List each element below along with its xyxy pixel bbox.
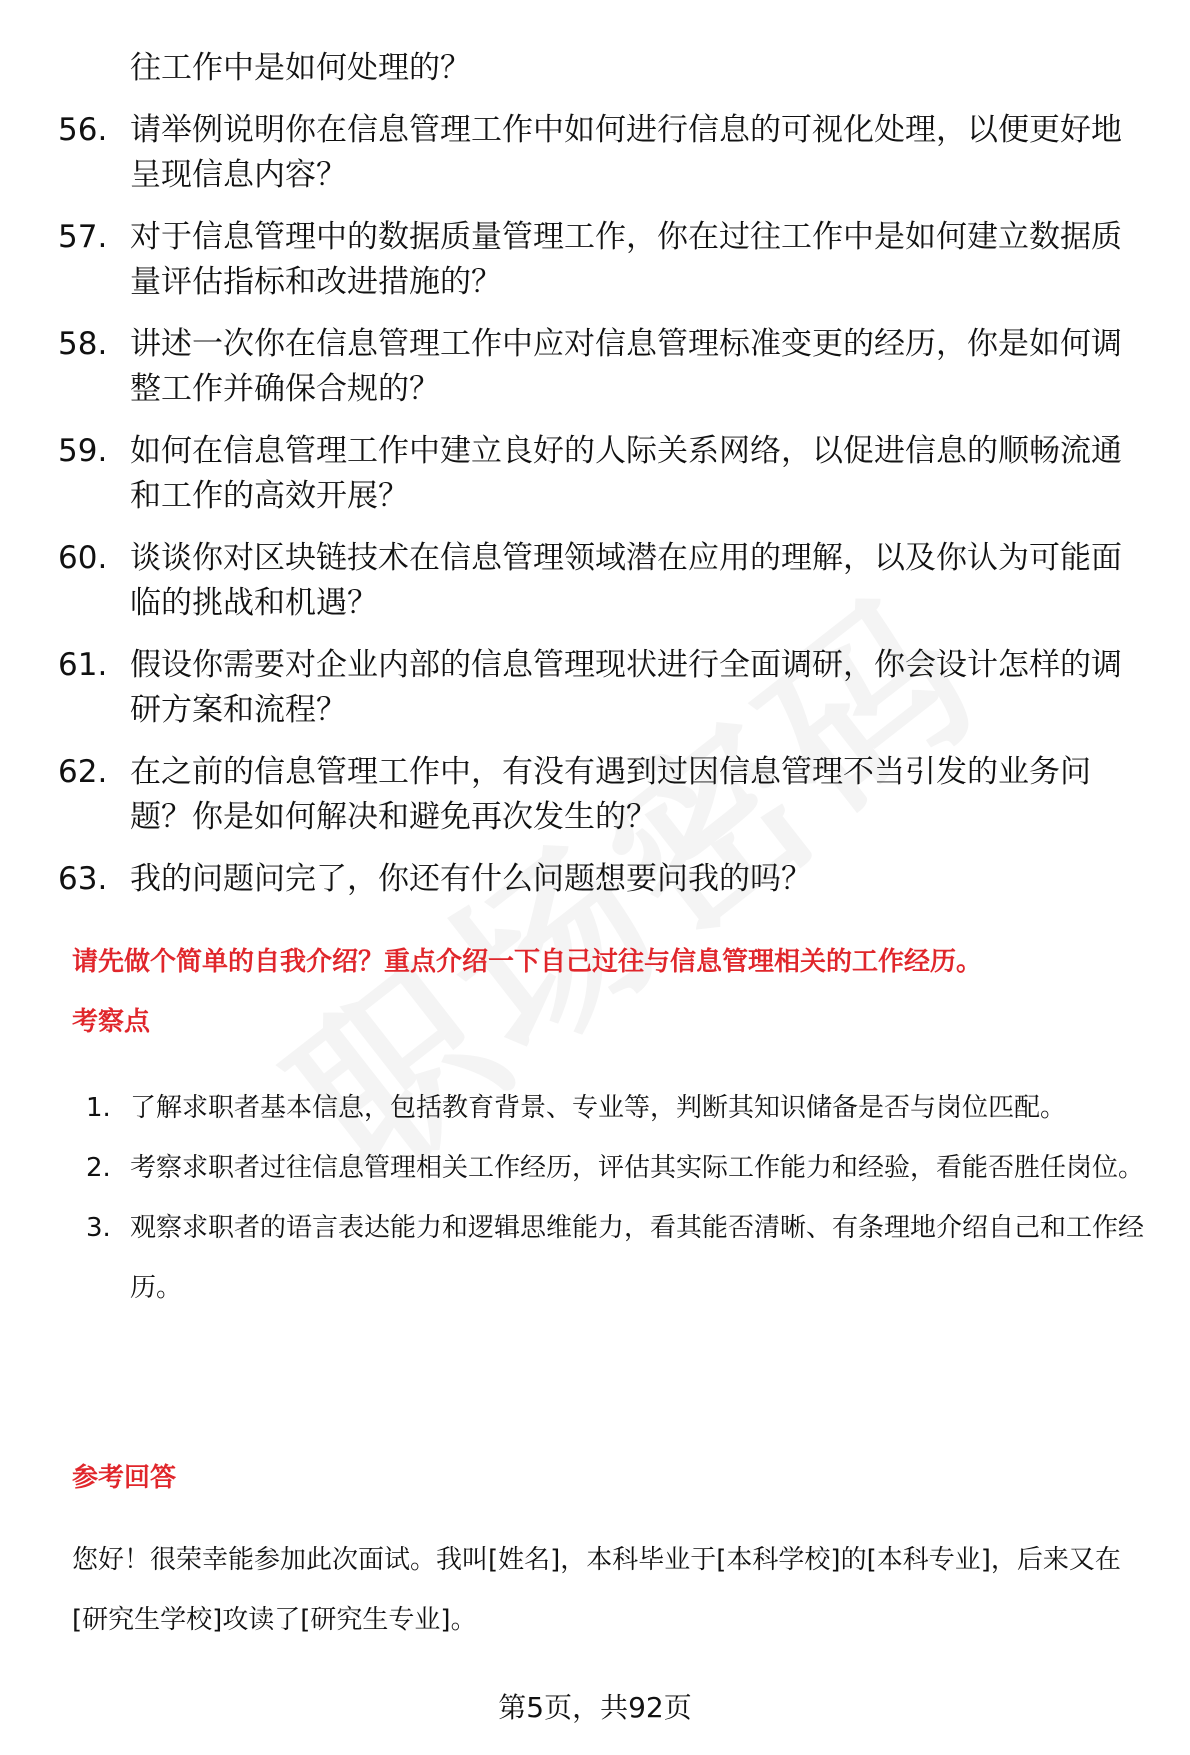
question-text: 对于信息管理中的数据质量管理工作，你在过往工作中是如何建立数据质量评估指标和改进措施的？ <box>130 219 1122 300</box>
question-number: 58. <box>58 326 108 362</box>
question-number: 62. <box>58 754 108 790</box>
point-text: 考察求职者过往信息管理相关工作经历，评估其实际工作能力和经验，看能否胜任岗位。 <box>130 1153 1145 1183</box>
point-item <box>86 1078 1156 1138</box>
question-item <box>58 536 1148 626</box>
question-list <box>58 46 1148 919</box>
question-number: 57. <box>58 219 108 255</box>
question-item <box>58 643 1148 733</box>
point-item <box>86 1138 1156 1198</box>
point-number: 3. <box>86 1213 111 1243</box>
question-number: 60. <box>58 540 108 576</box>
point-text: 观察求职者的语言表达能力和逻辑思维能力，看其能否清晰、有条理地介绍自己和工作经历。 <box>130 1213 1145 1303</box>
points-heading: 考察点 <box>72 1007 151 1037</box>
question-text: 请举例说明你在信息管理工作中如何进行信息的可视化处理，以便更好地呈现信息内容？ <box>130 112 1122 193</box>
question-text: 讲述一次你在信息管理工作中应对信息管理标准变更的经历，你是如何调整工作并确保合规的？ <box>130 326 1122 407</box>
question-item <box>58 429 1148 519</box>
point-text: 了解求职者基本信息，包括教育背景、专业等，判断其知识储备是否与岗位匹配。 <box>130 1093 1067 1123</box>
answer-text: 您好！很荣幸能参加此次面试。我叫[姓名]，本科毕业于[本科学校]的[本科专业]，后来又在[研究生学校]攻读了[研究生专业]。 <box>72 1545 1121 1635</box>
points-list <box>86 1078 1156 1318</box>
page-footer: 第5页，共92页 <box>498 1691 692 1724</box>
point-number: 1. <box>86 1093 111 1123</box>
question-item <box>58 857 1148 902</box>
question-text: 如何在信息管理工作中建立良好的人际关系网络，以促进信息的顺畅流通和工作的高效开展？ <box>130 433 1122 514</box>
point-number: 2. <box>86 1153 111 1183</box>
question-item <box>58 215 1148 305</box>
point-item <box>86 1198 1156 1318</box>
question-item <box>58 322 1148 412</box>
answer-heading: 参考回答 <box>72 1463 177 1493</box>
question-item <box>58 750 1148 840</box>
question-text: 假设你需要对企业内部的信息管理现状进行全面调研，你会设计怎样的调研方案和流程？ <box>130 647 1122 728</box>
question-number: 61. <box>58 647 108 683</box>
question-number: 56. <box>58 112 108 148</box>
question-text: 在之前的信息管理工作中，有没有遇到过因信息管理不当引发的业务问题？你是如何解决和避免再次发生的？ <box>130 754 1091 835</box>
question-number: 59. <box>58 433 108 469</box>
section-question-title: 请先做个简单的自我介绍？重点介绍一下自己过往与信息管理相关的工作经历。 <box>72 947 983 977</box>
question-continuation: 往工作中是如何处理的？ <box>130 50 471 86</box>
question-number: 63. <box>58 861 108 897</box>
question-text: 谈谈你对区块链技术在信息管理领域潜在应用的理解，以及你认为可能面临的挑战和机遇？ <box>130 540 1122 621</box>
question-text: 我的问题问完了，你还有什么问题想要问我的吗？ <box>130 861 812 897</box>
question-item <box>58 108 1148 198</box>
